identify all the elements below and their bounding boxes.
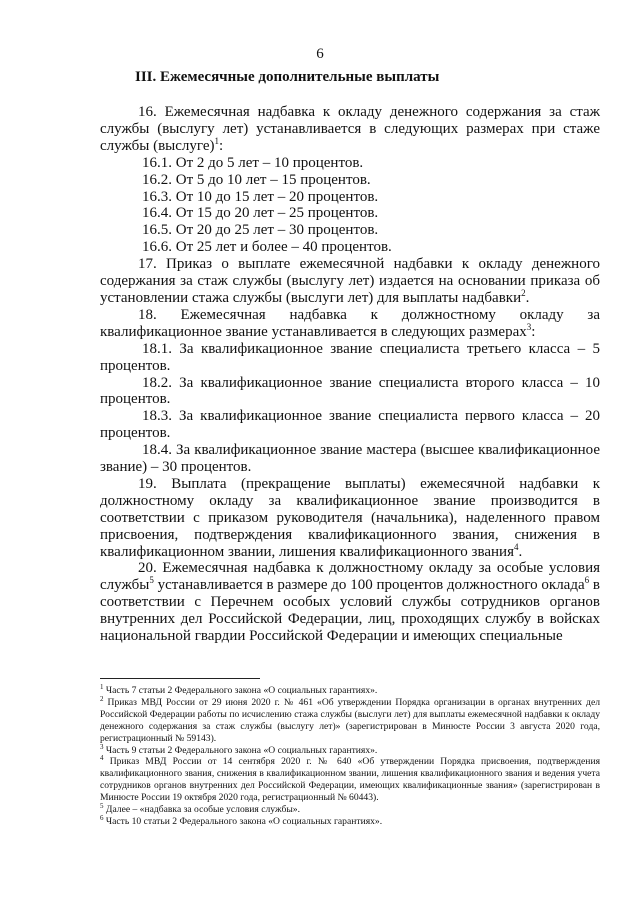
footnote-ref: 5 [149,575,154,586]
paragraph-18: 18. Ежемесячная надбавка к должностному окладу за квалификационное звание устанавливается в следующих размерах$^3$: [100,306,600,340]
footnote-2: $^2$ Приказ МВД России от 29 июня 2020 г. № 461 «Об утверждении Порядка организации в органах внутренних дел Российской Федерации работы по исчислению стажа службы (выслуги лет) для выплаты ежемесячной надбавки к окладу денежного содержания за стаж службы (выслугу лет)» (зарегистрирован в Минюсте России 3 августа 2020 года, регистрационный № 59143). [100,694,600,744]
subitem-16-1: 16.1. От 2 до 5 лет – 10 процентов. [142,154,364,171]
footnote-ref: 4 [513,541,519,552]
section-title: III. Ежемесячные дополнительные выплаты [135,69,440,85]
footnote-ref: 1 [214,135,219,146]
subitem-16-2: 16.2. От 5 до 10 лет – 15 процентов. [142,171,371,188]
footnote-3: $^3$ Часть 9 статьи 2 Федерального закона «О социальных гарантиях». [100,742,378,756]
subitem-18-1: 18.1. За квалификационное звание специалиста третьего класса – 5 процентов. [100,340,600,374]
paragraph-19: 19. Выплата (прекращение выплаты) ежемесячной надбавки к должностному окладу за квалификационное звание производится в соответствии с приказом руководителя (начальника), наделенного правом присвоения, подтверждения квалификационного звания, снижения в квалификационном звании, лишения квалификационного звания$^4$. [100,475,600,560]
paragraph-16: 16. Ежемесячная надбавка к окладу денежного содержания за стаж службы (выслугу лет) устанавливается в следующих размерах при стаже службы (выслуге)$^1$: [100,104,600,154]
subitem-16-3: 16.3. От 10 до 15 лет – 20 процентов. [142,188,379,205]
footnote-5: $^5$ Далее – «надбавка за особые условия службы». [100,801,300,816]
paragraph-20: 20. Ежемесячная надбавка к должностному окладу за особые условия службы$^5$ устанавливается в размере до 100 процентов должностного оклада$^6$ в соответствии с Перечнем особых условий службы сотрудников органов внутренних дел Российской Федерации, лиц, проходящих службу в войсках национальной гвардии Российской Федерации и имеющих специальные [100,560,600,645]
footnote-separator [100,678,260,679]
subitem-16-6: 16.6. От 25 лет и более – 40 процентов. [142,239,392,256]
subitem-18-3: 18.3. За квалификационное звание специалиста первого класса – 20 процентов. [100,408,600,442]
footnote-1: $^1$ Часть 7 статьи 2 Федерального закона «О социальных гарантиях». [100,682,378,696]
subitem-16-5: 16.5. От 20 до 25 лет – 30 процентов. [142,222,379,239]
subitem-16-4: 16.4. От 15 до 20 лет – 25 процентов. [142,205,379,222]
footnote-ref: 6 [584,575,590,586]
footnote-6: $^6$ Часть 10 статьи 2 Федерального закона «О социальных гарантиях». [100,813,383,827]
paragraph-17: 17. Приказ о выплате ежемесячной надбавки к окладу денежного содержания за стаж службы (выслугу лет) издается на основании приказа об установлении стажа службы (выслуги лет) для выплаты надбавки$^2$. [100,256,600,306]
footnotes [100,682,600,828]
footnote-ref: 2 [521,287,526,298]
footnote-ref: 3 [526,321,532,332]
page-number: 6 [316,46,324,62]
footnote-4: $^4$ Приказ МВД России от 14 сентября 2020 г. № 640 «Об утверждении Порядка присвоения, подтверждения квалификационного звания, снижения в квалификационном звании, лишения квалификационного звания и ведения учета сотрудников органов внутренних дел Российской Федерации, имеющих квалификационные звания» (зарегистрирован в Минюсте России 19 октября 2020 года, регистрационный № 60443). [100,754,600,804]
document-body [100,104,600,645]
subitem-18-2: 18.2. За квалификационное звание специалиста второго класса – 10 процентов. [100,374,600,408]
subitem-18-4: 18.4. За квалификационное звание мастера (высшее квалификационное звание) – 30 процентов. [100,442,600,476]
